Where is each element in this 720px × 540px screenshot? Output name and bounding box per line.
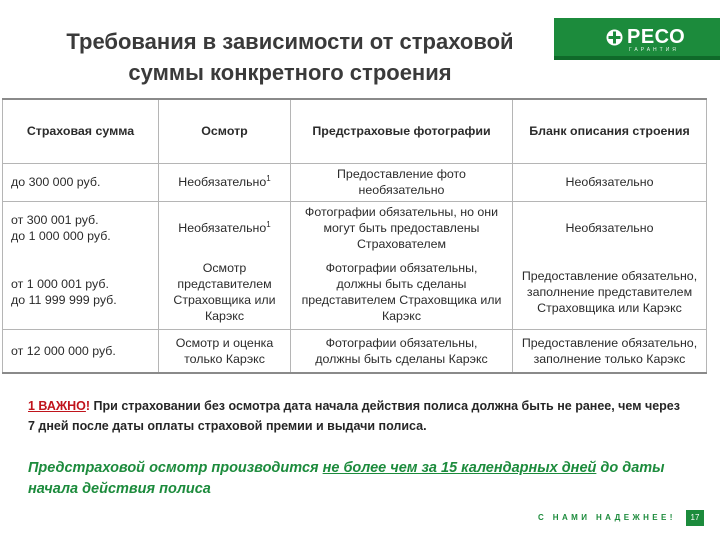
table-row [3,255,707,329]
table-row [3,201,707,255]
important-text: При страховании без осмотра дата начала действия полиса должна быть не ранее, чем через 7 дней после даты оплаты страховой премии и выдачи полиса. [28,399,680,433]
cell-amount: от 300 001 руб. до 1 000 000 руб. [3,201,159,255]
logo-name: РЕСО [627,26,686,48]
cell-photos: Фотографии обязательны, должны быть сделаны Карэкс [291,329,513,373]
cell-photos: Фотографии обязательны, но они могут быть предоставлены Страхователем [291,201,513,255]
inspection-deadline: не более чем за 15 календарных дней [322,460,597,476]
logo-subtitle: ГАРАНТИЯ [629,47,679,53]
requirements-table [2,98,707,374]
cell-amount: от 12 000 000 руб. [3,329,159,373]
table-row [3,329,707,373]
footnote-mark: 1 [266,220,271,230]
cell-form: Необязательно [513,163,707,201]
title-line-1: Требования в зависимости от страховой [66,29,514,54]
cell-inspection: Осмотр представителем Страховщика или Карэкс [159,255,291,329]
footer-slogan: С НАМИ НАДЕЖНЕЕ! [538,513,676,522]
header-photos: Предстраховые фотографии [291,99,513,163]
reso-logo [554,18,720,60]
table-row [3,163,707,201]
important-label: 1 ВАЖНО [28,399,86,413]
page-title [30,26,550,88]
cell-photos: Предоставление фото необязательно [291,163,513,201]
important-mark: ! [85,399,91,413]
cell-photos: Фотографии обязательны, должны быть сделаны представителем Страховщика или Карэкс [291,255,513,329]
important-note [28,396,688,436]
cell-inspection: Осмотр и оценка только Карэкс [159,329,291,373]
header-description-form: Бланк описания строения [513,99,707,163]
cell-form: Предоставление обязательно, заполнение только Карэкс [513,329,707,373]
header-inspection: Осмотр [159,99,291,163]
cell-inspection: Необязательно$^1$ [159,163,291,201]
inspection-note: Предстраховой осмотр производится не более чем за 15 календарных дней до даты начала действия полиса [28,460,665,497]
cell-inspection: Необязательно$^1$ [159,201,291,255]
table-header-row [3,99,707,163]
reso-cross-icon [606,29,623,46]
cell-amount: до 300 000 руб. [3,163,159,201]
header-insured-sum: Страховая сумма [3,99,159,163]
page-number: 17 [686,510,704,526]
title-line-2: суммы конкретного строения [128,60,452,85]
cell-form: Необязательно [513,201,707,255]
footnote-mark: 1 [266,173,271,183]
cell-form: Предоставление обязательно, заполнение представителем Страховщика или Карэкс [513,255,707,329]
cell-amount: от 1 000 001 руб. до 11 999 999 руб. [3,255,159,329]
